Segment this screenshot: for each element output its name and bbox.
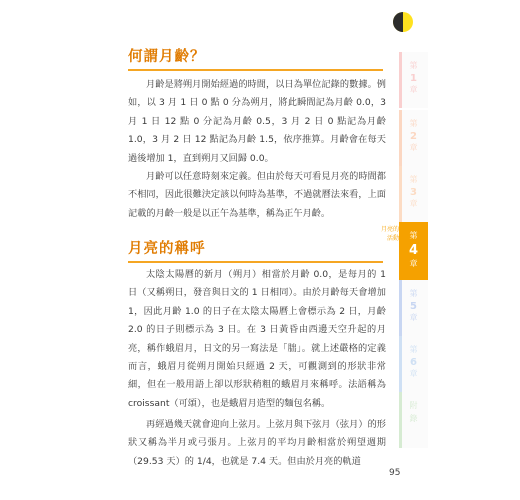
chapter-tab-number: 5 [410, 301, 417, 312]
paragraph-3: 太陰太陽曆的新月（朔月）相當於月齡 0.0，是每月的 1 日（又稱朔日，發音與日文的 1 日相同）。由於月齡每天會增加 1，因此月齡 1.0 的日子在太陰太陽曆上會標示為 2 日，月齡 2.0 的日子則標示為 3 日。在 3 日黃昏由西邊天空升起的月亮，稱作蛾眉月，日文的另一寫法是「朏」。就上述嚴格的定義而言，蛾眉月從朔月開始只經過 2 天，可觀測到的形狀非常細，但在一般用語上卻以形狀稍粗的蛾眉月來稱呼。法語稱為 croissant（可頌），也是蛾眉月造型的麵包名稱。 [128, 269, 386, 409]
heading-moon-names [128, 237, 206, 258]
chapter-tab-4[interactable] [399, 222, 428, 280]
chapter-tab-label: 第 [409, 289, 418, 298]
chapter-tab-unit: 章 [409, 143, 418, 152]
paragraph-4: 再經過幾天就會迎向上弦月。上弦月與下弦月（弦月）的形狀又稱為半月或弓張月。上弦月的平均月齡相當於朔望週期（29.53 天）的 1/4，也就是 7.4 天。但由於月亮的軌道 [128, 419, 386, 467]
heading-moon-names-text: 月亮的稱呼 [128, 241, 206, 257]
chapter-tab-unit: 章 [409, 259, 418, 268]
page-number: 95 [389, 468, 401, 478]
chapter-tab-5[interactable] [399, 280, 428, 336]
chapter-tab-label: 第 [409, 345, 418, 354]
chapter-tab-3[interactable] [399, 166, 428, 222]
heading-rule [128, 261, 383, 263]
heading-rule [128, 69, 383, 71]
chapter-tab-number: 3 [410, 187, 417, 198]
chapter-tab-appendix[interactable] [399, 392, 428, 448]
chapter-tab-label: 第 [409, 119, 418, 128]
chapter-tab-2[interactable] [399, 110, 428, 166]
paragraph-2: 月齡可以任意時刻來定義。但由於每天可看見月亮的時間都不相同，因此很難決定該以何時為基準，不過就曆法來看，上面記載的月齡一般是以正午為基準，稱為正午月齡。 [128, 171, 386, 219]
chapter-tab-1[interactable] [399, 52, 428, 108]
chapter-tab-unit: 章 [409, 199, 418, 208]
chapter-tab-label: 第 [409, 175, 418, 184]
chapter-tab-unit: 章 [409, 85, 418, 94]
chapter-tab-number: 6 [410, 357, 417, 368]
chapter-tabs [399, 0, 428, 500]
chapter-tab-unit: 章 [409, 369, 418, 378]
chapter-tab-number: 2 [410, 131, 417, 142]
chapter-tab-label: 第 [409, 231, 418, 240]
chapter-tab-label: 第 [409, 61, 418, 70]
heading-moon-age [128, 45, 206, 66]
chapter-tab-note: 月亮的活動 [380, 226, 399, 242]
heading-moon-age-text: 何謂月齡？ [128, 49, 206, 65]
chapter-tab-number: 4 [408, 243, 419, 258]
paragraph-1: 月齡是將朔月開始經過的時間，以日為單位記錄的數據。例如，以 3 月 1 日 0 點 0 分為朔月，將此瞬間記為月齡 0.0，3 月 1 日 12 點 0 分記為月齡 0.5，3 月 2 日 0 點記為月齡 1.0，3 月 2 日 12 點記為月齡 1.5，依序推算。月齡會在每天過後增加 1，直到朔月又回歸 0.0。 [128, 79, 386, 164]
chapter-tab-6[interactable] [399, 336, 428, 392]
chapter-tab-label: 附 [409, 401, 418, 410]
chapter-tab-unit: 錄 [409, 414, 418, 423]
chapter-tab-unit: 章 [409, 313, 418, 322]
chapter-tab-number: 1 [410, 73, 417, 84]
